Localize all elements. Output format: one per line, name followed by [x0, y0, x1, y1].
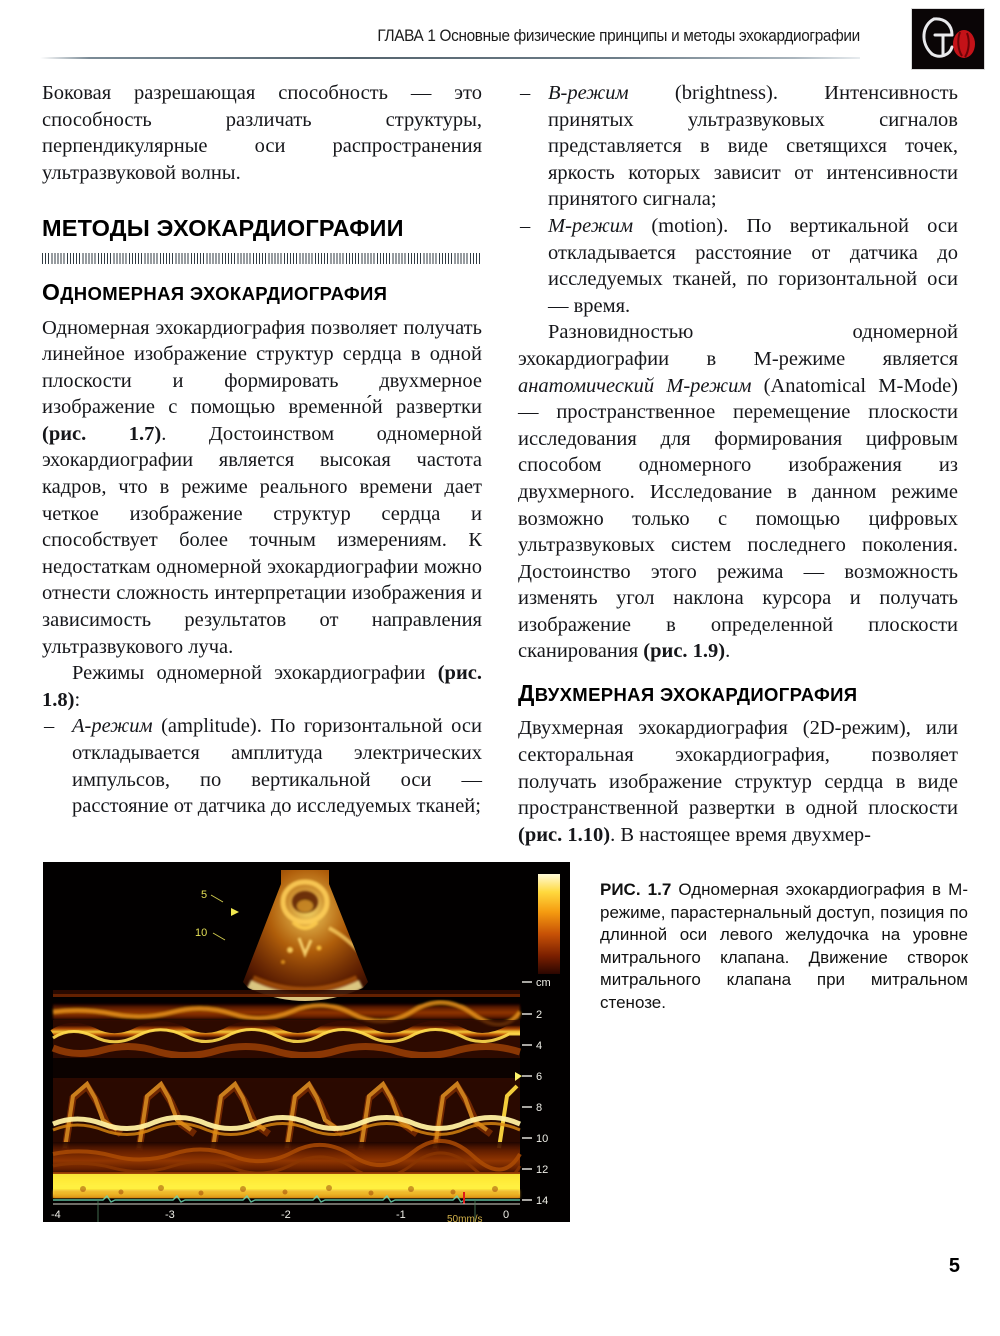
mitral-valve-leaflets: [53, 1078, 520, 1150]
mode-term-a: А-режим: [72, 715, 153, 738]
figure-ref-1-7: (рис. 1.7): [42, 422, 162, 445]
mode-text-b: . Интенсивность принятых ультразвуковых сигналов представляется в виде светящихся точек, яркость которых зависит от интенсивности принятого сигнала;: [548, 82, 958, 211]
section-title-methods: МЕТОДЫ ЭХОКАРДИОГРАФИИ: [42, 215, 404, 242]
para-r1-part-c: .: [725, 640, 731, 663]
ultrasound-rendering: [43, 862, 570, 1222]
sector-depth-label-5: 5: [201, 889, 208, 901]
figure-caption: [600, 879, 968, 1015]
caption-text: Одномерная эхокардиография в М-режиме, парастернальный доступ, позиция по длинной оси левого желудочка на уровне митрального клапана. Движение створок митрального клапана при митральном стенозе.: [600, 880, 968, 1012]
para-1-part-b: . Достоинством одномерной эхокардиографии является высокая частота кадров, что в режиме реального времени дает четкое изображение структур сердца и способствует более точным измерениям. К недостаткам одномерной эхокардиографии можно отнести сложность интерпретации изображения и зависимость результатов от направления ультразвукового луча.: [42, 422, 483, 658]
time-tick--3: -3: [165, 1209, 175, 1221]
depth-tick-12: 12: [536, 1164, 549, 1176]
depth-tick-4: 4: [536, 1040, 543, 1052]
mode-term-b: B-режим: [548, 82, 629, 104]
heart-logo: [911, 8, 985, 70]
figure-1-7: [43, 862, 570, 1222]
depth-tick-2: 2: [536, 1009, 543, 1021]
time-tick--1: -1: [396, 1209, 406, 1221]
depth-unit-label: cm: [536, 977, 551, 989]
para-2-part-b: :: [74, 688, 81, 711]
m-mode-trace: [53, 990, 520, 1204]
subsection-title-2d-echo: ДВУХМЕРНАЯ ЭХОКАРДИОГРАФИЯ: [518, 680, 858, 707]
running-head-title: ГЛАВА 1 Основные физические принципы и методы эхокардиографии: [377, 27, 860, 45]
list-item: [518, 80, 958, 213]
time-tick-0: 0: [503, 1209, 510, 1221]
paragraph-2d-echo-description: [518, 715, 958, 848]
intensity-colour-bar: [538, 874, 560, 974]
para-r2-part-b: . В настоящее время двухмер-: [610, 823, 872, 846]
para-r1-part-b: (Anatomical M-Mode) — пространственное перемещение плоскости исследования для формирования цифровым способом одномерного изображения из двухмерного. Исследование в данном режиме возможно только с помощью цифровых ультразвуковых систем последнего поколения. Достоинство этого режима — возможность изменять угол наклона курсора и получать изображение в определенной плоскости сканирования: [518, 374, 958, 663]
figure-ref-1-8: (рис. 1.8): [42, 662, 482, 711]
sector-depth-label-10: 10: [195, 927, 208, 939]
depth-tick-10: 10: [536, 1133, 549, 1145]
para-2-part-a: Режимы одномерной эхокардиографии: [72, 662, 438, 685]
time-tick--4: -4: [51, 1209, 61, 1221]
depth-tick-6: 6: [536, 1071, 543, 1083]
paragraph-modes-lead: [42, 660, 482, 713]
sweep-speed-label: 50mm/s: [447, 1214, 483, 1222]
modes-list-right: [518, 80, 958, 319]
mode-latin-m: (motion): [633, 214, 724, 237]
modes-list-left: [42, 713, 482, 819]
list-item: [42, 713, 482, 819]
mode-text-a: . По горизонтальной оси откладывается амплитуда электрических импульсов, по вертикальной оси — расстояние от датчика до исследуемых тканей;: [72, 715, 482, 818]
list-item: [518, 213, 958, 319]
section-decorative-rule: [42, 253, 482, 264]
caliper-marker: [463, 1192, 465, 1204]
page-header: [0, 0, 1000, 70]
mode-text-m: . По вертикальной оси откладывается расстояние от датчика до исследуемых тканей, по горизонтальной оси — время.: [548, 214, 958, 317]
header-divider-rule: [40, 57, 860, 59]
caption-lead: РИС. 1.7: [600, 880, 672, 899]
mode-term-m: М-режим: [548, 214, 634, 237]
para-1-part-a: Одномерная эхокардиография позволяет получать линейное изображение структур сердца в одной плоскости и формировать двухмерное изображение с помощью временно́й развертки: [42, 316, 482, 419]
subsection-title-1d-echo: ОДНОМЕРНАЯ ЭХОКАРДИОГРАФИЯ: [42, 279, 388, 306]
para-r2-part-a: Двухмерная эхокардиография (2D-режим), или секторальная эхокардиография, позволяет получать изображение структур сердца в виде пространственной развертки в одной плоскости: [518, 717, 958, 820]
intro-paragraph: Боковая разрешающая способность — это способность различать структуры, перпендикулярные оси распространения ультразвуковой волны.: [42, 82, 482, 184]
depth-tick-14: 14: [536, 1195, 549, 1207]
mode-latin-b: (brightness): [628, 82, 773, 104]
anatomical-m-mode-term: анатомический М-режим: [518, 374, 752, 397]
ultrasound-m-mode-image: [43, 862, 570, 1222]
mode-latin-a: (amplitude): [152, 715, 257, 738]
right-column: [518, 80, 958, 848]
time-tick--2: -2: [281, 1209, 291, 1221]
depth-tick-8: 8: [536, 1102, 543, 1114]
figure-ref-1-10: (рис. 1.10): [518, 823, 611, 846]
paragraph-anatomical-m-mode: [518, 319, 958, 665]
page-number: 5: [948, 1255, 960, 1277]
figure-ref-1-9: (рис. 1.9): [643, 640, 726, 663]
left-column: [42, 80, 482, 820]
paragraph-1d-echo-description: [42, 315, 482, 661]
para-r1-part-a: Разновидностью одномерной эхокардиографии в М-режиме является: [518, 321, 958, 370]
heart-logo-icon: [912, 9, 984, 69]
anterior-wall-band: [53, 1020, 520, 1058]
